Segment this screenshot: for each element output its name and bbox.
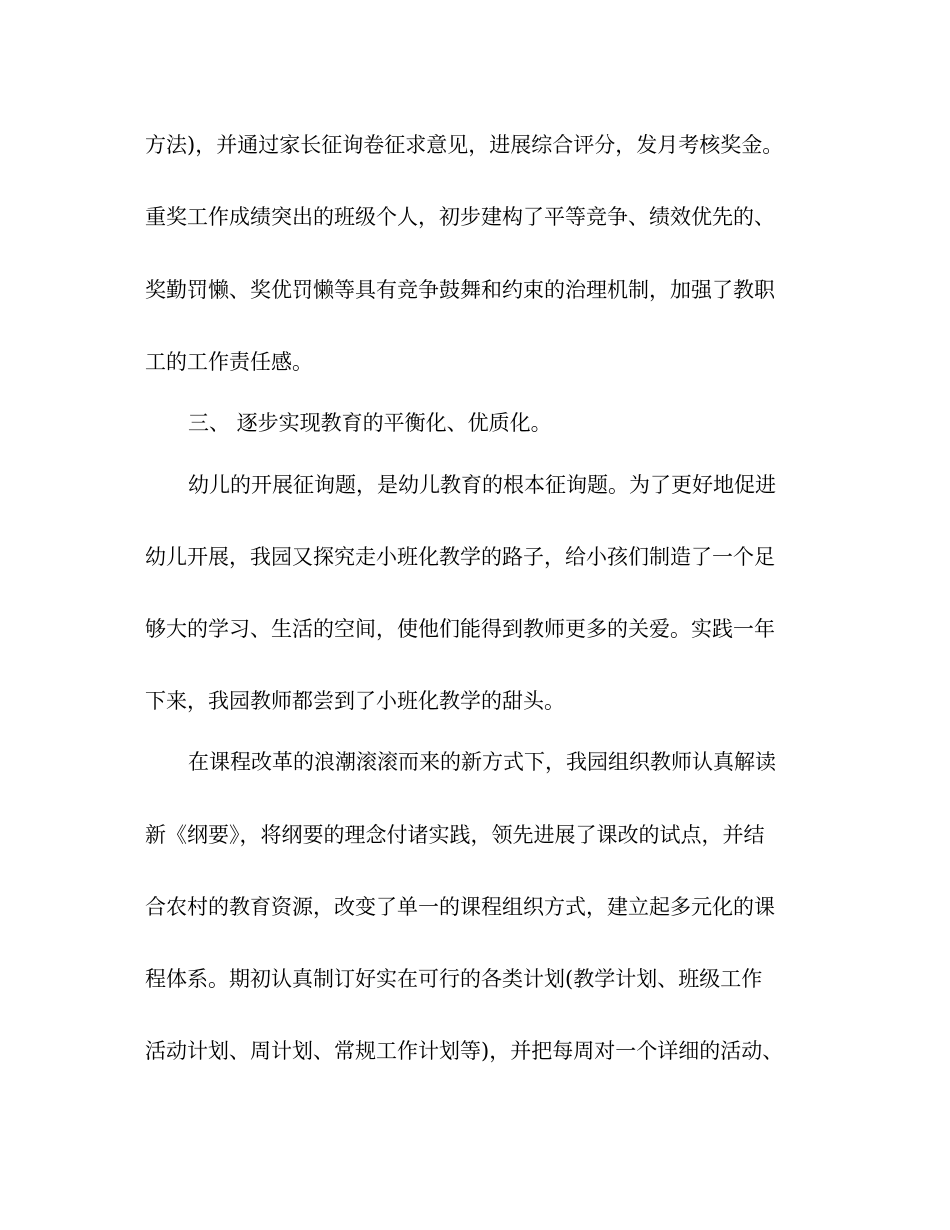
text-line: 活动计划、周计划、常规工作计划等)，并把每周对一个详细的活动、: [145, 1039, 784, 1063]
paragraph-start-line: 在课程改革的浪潮滚滚而来的新方式下，我园组织教师认真解读: [188, 750, 776, 774]
paragraph-start-line: 幼儿的开展征询题，是幼儿教育的根本征询题。为了更好地促进: [188, 473, 776, 497]
text-line: 重奖工作成绩突出的班级个人，初步建构了平等竞争、绩效优先的、: [145, 205, 775, 229]
section-heading: 三、 逐步实现教育的平衡化、优质化。: [188, 411, 552, 435]
text-line: 合农村的教育资源，改变了单一的课程组织方式，建立起多元化的课: [145, 895, 775, 919]
text-line: 下来，我园教师都尝到了小班化教学的甜头。: [145, 689, 565, 713]
text-line: 奖勤罚懒、奖优罚懒等具有竞争鼓舞和约束的治理机制，加强了教职: [145, 278, 775, 302]
text-line: 方法)，并通过家长征询卷征求意见，进展综合评分，发月考核奖金。: [145, 133, 784, 157]
text-line: 新《纲要》，将纲要的理念付诸实践，领先进展了课改的试点，并结: [145, 823, 765, 847]
text-line: 程体系。期初认真制订好实在可行的各类计划(教学计划、班级工作: [145, 967, 763, 991]
text-line: 够大的学习、生活的空间，使他们能得到教师更多的关爱。实践一年: [145, 617, 775, 641]
text-line: 幼儿开展，我园又探究走小班化教学的路子，给小孩们制造了一个足: [145, 545, 775, 569]
text-line: 工的工作责任感。: [145, 350, 313, 374]
